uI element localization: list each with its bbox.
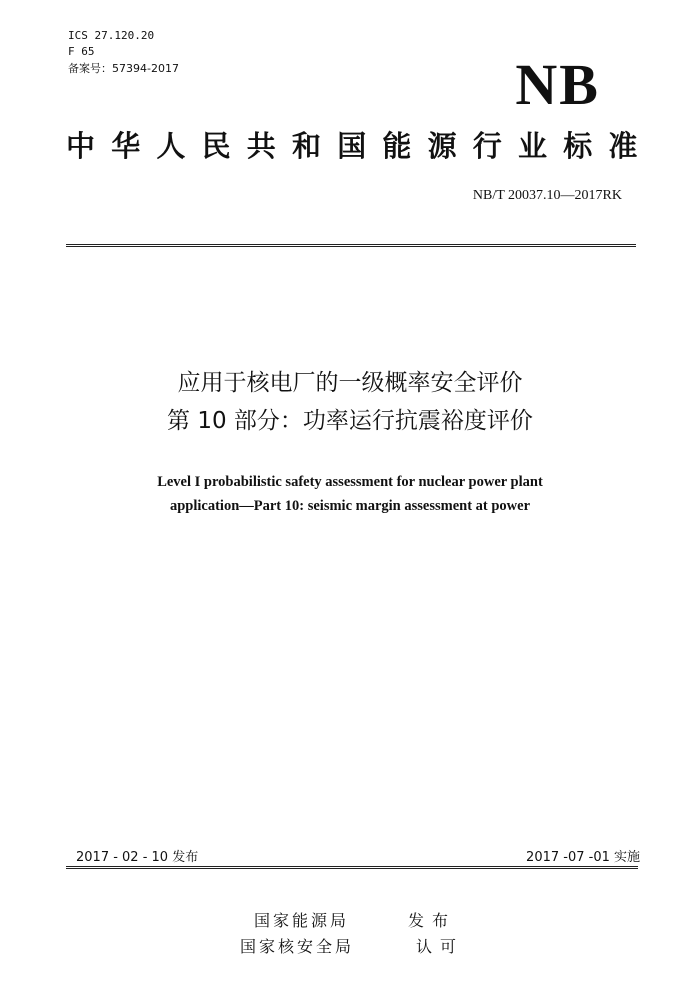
nb-logo: NB [515,52,600,117]
standard-number: NB/T 20037.10—2017RK [472,188,622,203]
top-divider [66,244,636,247]
classification-code: F 65 [68,45,95,58]
issuing-action: 发布 [408,911,457,930]
chinese-title-line-1: 应用于核电厂的一级概率安全评价 [177,370,523,396]
approving-action: 认可 [416,937,465,956]
english-title-line-1: Level I probabilistic safety assessment for nuclear power plant [157,474,543,490]
approving-authority: 国家核安全局 [240,937,355,956]
filing-number: 备案号：57394-2017 [68,62,179,75]
english-title-line-2: application—Part 10: seismic margin assessment at power [169,498,531,514]
implementation-date: 2017 -07 -01 实施 [526,850,640,865]
chinese-title-line-2: 第 10 部分：功率运行抗震裕度评价 [167,408,533,434]
issuing-authority: 国家能源局 [254,911,350,930]
standard-type-title: 中华人民共和国能源行业标准 [66,129,654,163]
ics-code: ICS 27.120.20 [68,29,155,42]
issue-date: 2017 - 02 - 10 发布 [76,850,199,865]
bottom-divider [66,866,638,869]
